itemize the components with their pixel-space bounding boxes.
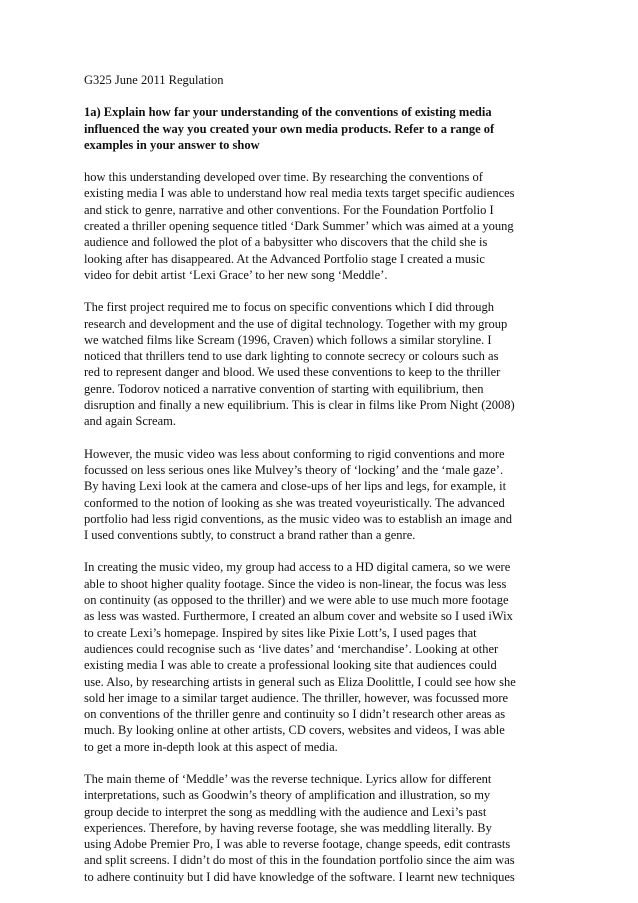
paragraph-line: noticed that thrillers tend to use dark lighting to connote secrecy or colours such as [84, 349, 499, 364]
paragraph [84, 559, 544, 755]
paragraph-line: However, the music video was less about conforming to rigid conventions and more [84, 446, 505, 461]
paragraph-line: In creating the music video, my group had access to a HD digital camera, so we were [84, 560, 511, 575]
paragraph-line: and stick to genre, narrative and other conventions. For the Foundation Portfolio I [84, 202, 494, 217]
paragraph-line: we watched films like Scream (1996, Craven) which follows a similar storyline. I [84, 332, 492, 347]
paragraph-line: audiences could recognise such as ‘live dates’ and ‘merchandise’. Looking at other [84, 641, 499, 656]
paragraph-line: video for debit artist ‘Lexi Grace’ to her new song ‘Meddle’. [84, 267, 388, 282]
paragraph-line: conformed to the notion of looking as she was treated voyeuristically. The advanced [84, 495, 505, 510]
paragraph-line: to create Lexi’s homepage. Inspired by sites like Pixie Lott’s, I used pages that [84, 625, 477, 640]
paragraph [84, 771, 544, 885]
paragraph [84, 169, 544, 283]
document-header: G325 June 2011 Regulation [84, 73, 224, 87]
paragraph-line: on continuity (as opposed to the thriller) and we were able to use much more footage [84, 593, 509, 608]
paragraph-line: and again Scream. [84, 414, 176, 429]
paragraph-line: research and development and the use of digital technology. Together with my group [84, 316, 508, 331]
paragraph-line: red to represent danger and blood. We used these conventions to keep to the thriller [84, 365, 501, 380]
paragraph-line: By having Lexi look at the camera and close-ups of her lips and legs, for example, it [84, 479, 507, 494]
paragraph-line: to adhere continuity but I did have knowledge of the software. I learnt new techniques [84, 869, 515, 884]
paragraph-line: existing media I was able to understand how real media texts target specific audiences [84, 186, 515, 201]
paragraph-line: on conventions of the thriller genre and continuity so I didn’t research other areas as [84, 707, 506, 722]
paragraph-line: The main theme of ‘Meddle’ was the reverse technique. Lyrics allow for different [84, 771, 492, 786]
paragraph-line: looking after has disappeared. At the Advanced Portfolio stage I created a music [84, 251, 485, 266]
paragraph-line: to get a more in-depth look at this aspect of media. [84, 739, 338, 754]
paragraph-line: able to shoot higher quality footage. Since the video is non-linear, the focus was less [84, 576, 507, 591]
paragraph-line: The first project required me to focus on specific conventions which I did through [84, 300, 494, 315]
paragraph-line: interpretations, such as Goodwin’s theory of amplification and illustration, so my [84, 788, 491, 803]
paragraph-line: group decide to interpret the song as meddling with the audience and Lexi’s past [84, 804, 487, 819]
paragraph-line: sold her image to a similar target audience. The thriller, however, was focussed more [84, 690, 509, 705]
paragraph-line: created a thriller opening sequence titled ‘Dark Summer’ which was aimed at a young [84, 219, 514, 234]
paragraph-line: using Adobe Premier Pro, I was able to reverse footage, change speeds, edit contrasts [84, 837, 511, 852]
exam-question [84, 104, 544, 153]
paragraph-line: experiences. Therefore, by having reverse footage, she was meddling literally. By [84, 820, 492, 835]
paragraph [84, 446, 544, 544]
paragraph-line: I used conventions subtly, to construct a brand rather than a genre. [84, 528, 416, 543]
paragraph-line: existing media I was able to create a professional looking site that audiences could [84, 658, 497, 673]
paragraph [84, 299, 544, 429]
paragraph-line: and split screens. I didn’t do most of this in the foundation portfolio since the aim was [84, 853, 515, 868]
paragraph-line: genre. Todorov noticed a narrative convention of starting with equilibrium, then [84, 381, 484, 396]
document-body [84, 72, 544, 885]
paragraph-line: use. Also, by researching artists in general such as Eliza Doolittle, I could see how she [84, 674, 516, 689]
paragraph-line: portfolio had less rigid conventions, as the music video was to establish an image and [84, 511, 513, 526]
paragraph-line: much. By looking online at other artists, CD covers, websites and videos, I was able [84, 723, 505, 738]
paragraph-line: audience and followed the plot of a babysitter who discovers that the child she is [84, 235, 488, 250]
question-line: 1a) Explain how far your understanding of the conventions of existing media [84, 105, 492, 120]
question-line: influenced the way you created your own media products. Refer to a range of [84, 121, 495, 136]
paragraph-line: focussed on less serious ones like Mulvey’s theory of ‘locking’ and the ‘male gaze’. [84, 462, 504, 477]
essay-text [84, 169, 544, 885]
paragraph-line: as less was wasted. Furthermore, I created an album cover and website so I used iWix [84, 609, 513, 624]
question-line: examples in your answer to show [84, 137, 260, 152]
paragraph-line: how this understanding developed over time. By researching the conventions of [84, 170, 483, 185]
paragraph-line: disruption and finally a new equilibrium. This is clear in films like Prom Night (2008) [84, 398, 515, 413]
